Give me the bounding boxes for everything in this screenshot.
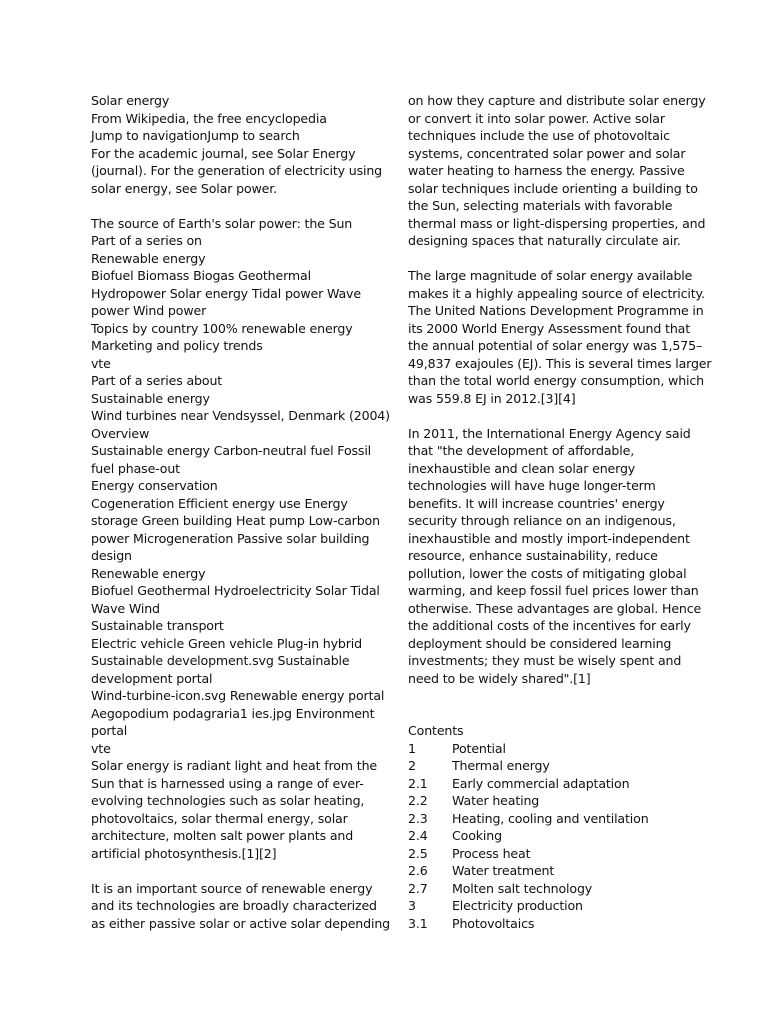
text-line: Sustainable energy Carbon-neutral fuel Fossil	[91, 443, 372, 458]
toc-item[interactable]	[408, 897, 683, 915]
text-line: security through reliance on an indigenous,	[408, 513, 676, 528]
text-line: pollution, lower the costs of mitigating global	[408, 565, 687, 581]
paragraph-gap	[408, 705, 683, 723]
text-line: Marketing and policy trends	[91, 338, 263, 353]
text-line: deployment should be considered learning	[408, 635, 672, 651]
toc-item[interactable]	[408, 845, 683, 863]
text-line: Solar energy	[91, 93, 170, 108]
text-line: Sun that is harnessed using a range of ever-	[91, 775, 364, 791]
text-line: Wave Wind	[91, 600, 160, 616]
text-line: design	[91, 548, 132, 563]
toc-item-label: Process heat	[452, 845, 531, 861]
text-line: Renewable energy	[91, 250, 206, 266]
text-line: benefits. It will increase countries' energy	[408, 495, 665, 511]
text-line: architecture, molten salt power plants and	[91, 828, 354, 843]
toc-item-label: Potential	[452, 740, 506, 756]
text-line: the annual potential of solar energy was 1,575–	[408, 338, 703, 353]
text-line: photovoltaics, solar thermal energy, solar	[91, 810, 348, 826]
text-line: the Sun, selecting materials with favorable	[408, 198, 673, 213]
text-line: portal	[91, 723, 128, 738]
toc-item-label: Heating, cooling and ventilation	[452, 810, 649, 826]
text-line: solar techniques include orienting a building to	[408, 180, 698, 196]
text-line: techniques include the use of photovoltaic	[408, 128, 670, 143]
paragraph-gap	[91, 862, 363, 880]
toc-item[interactable]	[408, 862, 683, 880]
paragraph-gap	[91, 197, 363, 215]
text-line: or convert it into solar power. Active solar	[408, 110, 665, 126]
text-line: The source of Earth's solar power: the Sun	[91, 215, 353, 231]
text-line: 49,837 exajoules (EJ). This is several times larger	[408, 355, 712, 371]
text-line: Sustainable energy	[91, 390, 210, 406]
text-line: Sustainable transport	[91, 618, 224, 633]
toc-item-number: 2.6	[408, 863, 428, 878]
toc-item-label: Water heating	[452, 793, 540, 808]
toc-item[interactable]	[408, 757, 683, 775]
toc-item-label: Molten salt technology	[452, 880, 593, 896]
text-line: evolving technologies such as solar heating,	[91, 793, 365, 808]
toc-item-number: 2.2	[408, 793, 428, 808]
text-line: water heating to harness the energy. Passive	[408, 163, 685, 178]
toc-item[interactable]	[408, 740, 683, 758]
text-line: The United Nations Development Programme in	[408, 303, 704, 318]
toc-title: Contents	[408, 723, 464, 738]
text-line: on how they capture and distribute solar energy	[408, 93, 706, 108]
toc-item-number: 3.1	[408, 915, 428, 931]
toc-item[interactable]	[408, 880, 683, 898]
text-line: (journal). For the generation of electricity using	[91, 163, 383, 178]
text-line: makes it a highly appealing source of electricity.	[408, 285, 705, 301]
right-body-text	[408, 92, 712, 722]
text-line: Wind turbines near Vendsyssel, Denmark (2004)	[91, 408, 390, 423]
text-line: development portal	[91, 670, 213, 686]
text-line: inexhaustible and mostly import-independent	[408, 530, 690, 546]
text-line: Part of a series on	[91, 233, 202, 248]
toc-item[interactable]	[408, 827, 683, 845]
text-line: Topics by country 100% renewable energy	[91, 320, 353, 336]
toc-item[interactable]	[408, 810, 683, 828]
paragraph-gap	[408, 407, 683, 425]
text-line: otherwise. These advantages are global. Hence	[408, 600, 702, 616]
toc-item-number: 2.1	[408, 775, 428, 791]
right-text-column	[408, 92, 712, 932]
toc-item-label: Electricity production	[452, 898, 583, 913]
toc-item-number: 2.7	[408, 880, 428, 896]
paragraph-gap	[408, 250, 683, 268]
text-line: Cogeneration Efficient energy use Energy	[91, 495, 348, 511]
text-line: The large magnitude of solar energy available	[408, 268, 693, 283]
toc-list	[408, 740, 683, 933]
text-line: Jump to navigationJump to search	[91, 128, 300, 143]
text-line: Sustainable development.svg Sustainable	[91, 653, 350, 668]
toc-item-label: Cooking	[452, 828, 502, 843]
text-line: Biofuel Biomass Biogas Geothermal	[91, 268, 311, 283]
toc-item-number: 3	[408, 898, 416, 913]
text-line: fuel phase-out	[91, 460, 180, 476]
text-line: Wind-turbine-icon.svg Renewable energy portal	[91, 688, 385, 703]
toc-item-label: Photovoltaics	[452, 915, 535, 931]
text-line: as either passive solar or active solar depending	[91, 915, 390, 931]
text-line: resource, enhance sustainability, reduce	[408, 548, 658, 563]
text-line: than the total world energy consumption, which	[408, 373, 704, 388]
text-line: and its technologies are broadly characterized	[91, 898, 377, 913]
text-line: vte	[91, 355, 111, 371]
text-line: power Microgeneration Passive solar building	[91, 530, 370, 546]
toc-item[interactable]	[408, 915, 683, 933]
text-line: technologies will have huge longer-term	[408, 478, 656, 493]
toc-item[interactable]	[408, 775, 683, 793]
text-line: designing spaces that naturally circulate air.	[408, 233, 681, 248]
text-line: storage Green building Heat pump Low-carbon	[91, 513, 380, 528]
text-line: In 2011, the International Energy Agency said	[408, 425, 691, 441]
toc-item-number: 2	[408, 758, 416, 773]
text-line: Part of a series about	[91, 373, 223, 388]
text-line: inexhaustible and clean solar energy	[408, 460, 636, 476]
paragraph-gap	[408, 687, 683, 705]
toc-item-number: 1	[408, 740, 416, 756]
text-line: need to be widely shared".[1]	[408, 670, 591, 686]
text-line: warming, and keep fossil fuel prices lower than	[408, 583, 699, 598]
text-line: Aegopodium podagraria1 ies.jpg Environment	[91, 705, 375, 721]
toc-item-number: 2.4	[408, 828, 428, 843]
text-line: power Wind power	[91, 303, 207, 318]
toc-item-label: Early commercial adaptation	[452, 775, 630, 791]
toc-item[interactable]	[408, 792, 683, 810]
text-line: investments; they must be wisely spent and	[408, 653, 682, 668]
left-text-column	[91, 92, 390, 932]
text-line: Renewable energy	[91, 565, 206, 581]
text-line: thermal mass or light-dispersing properties, and	[408, 215, 706, 231]
text-line: solar energy, see Solar power.	[91, 180, 277, 196]
text-line: Hydropower Solar energy Tidal power Wave	[91, 285, 361, 301]
text-line: From Wikipedia, the free encyclopedia	[91, 110, 327, 126]
table-of-contents	[408, 722, 683, 932]
toc-item-number: 2.3	[408, 810, 428, 826]
text-line: that "the development of affordable,	[408, 443, 635, 458]
text-line: systems, concentrated solar power and solar	[408, 145, 686, 161]
toc-item-label: Thermal energy	[452, 758, 550, 773]
text-line: It is an important source of renewable energy	[91, 880, 373, 896]
text-line: was 559.8 EJ in 2012.[3][4]	[408, 390, 576, 406]
toc-item-label: Water treatment	[452, 863, 555, 878]
text-line: artificial photosynthesis.[1][2]	[91, 845, 277, 861]
text-line: vte	[91, 740, 111, 756]
toc-item-number: 2.5	[408, 845, 428, 861]
text-line: Solar energy is radiant light and heat from the	[91, 758, 378, 773]
text-line: Overview	[91, 425, 150, 441]
text-line: its 2000 World Energy Assessment found that	[408, 320, 691, 336]
text-line: Electric vehicle Green vehicle Plug-in hybrid	[91, 635, 362, 651]
text-line: For the academic journal, see Solar Energy	[91, 145, 356, 161]
text-line: Energy conservation	[91, 478, 218, 493]
text-line: the additional costs of the incentives for early	[408, 618, 691, 633]
text-line: Biofuel Geothermal Hydroelectricity Solar Tidal	[91, 583, 380, 598]
